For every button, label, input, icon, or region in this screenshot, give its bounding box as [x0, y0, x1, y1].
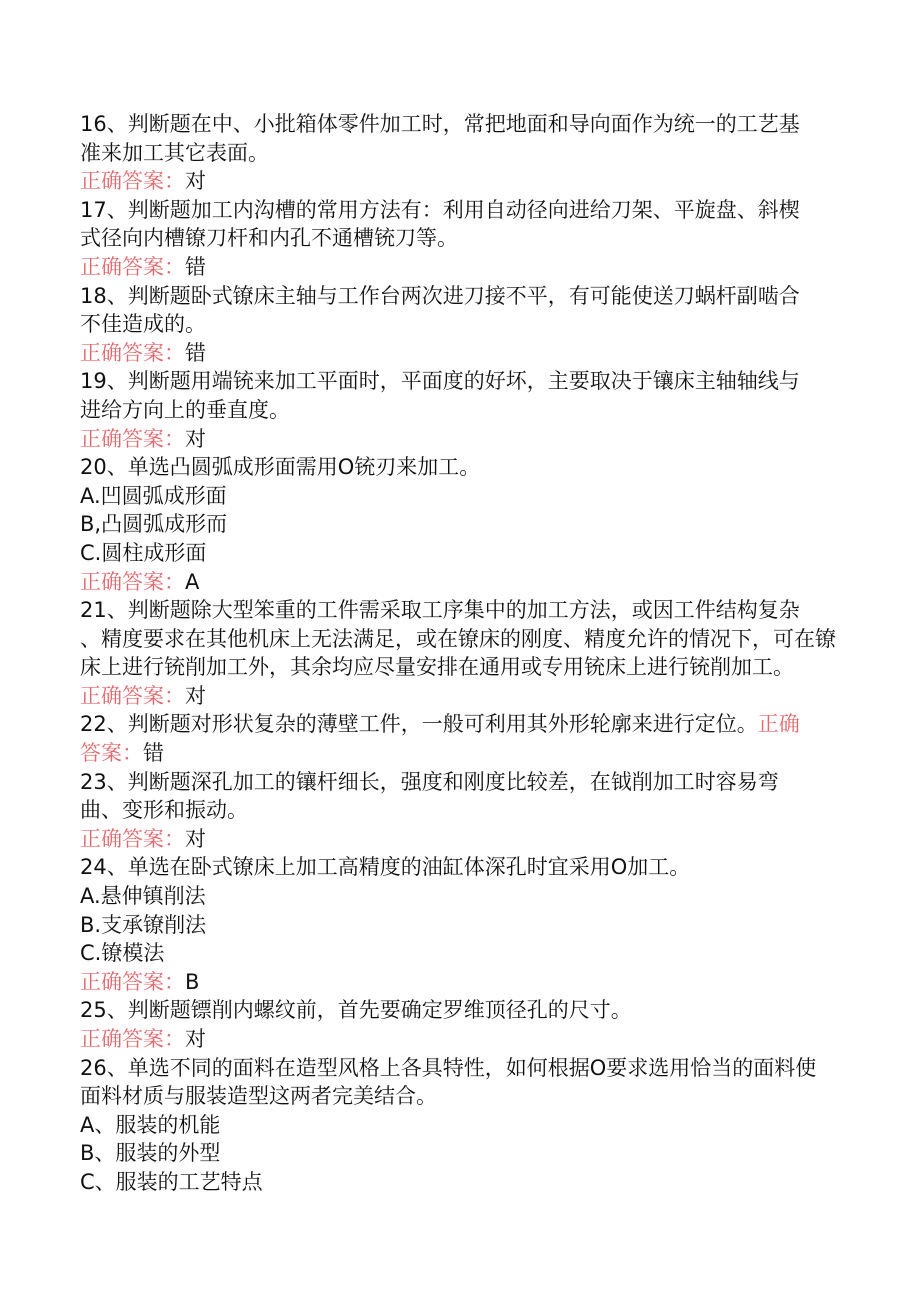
answer-label: 正确答案： [80, 340, 185, 365]
answer-label: 正确答案： [80, 969, 185, 994]
question-line: 不佳造成的。 [80, 312, 206, 337]
option-line: C、服装的工艺特点 [80, 1169, 263, 1194]
answer-line [80, 739, 840, 768]
answer-label: 正确答案： [80, 426, 185, 451]
answer-line [80, 1025, 840, 1054]
answer-value: 对 [185, 169, 206, 194]
document-body [80, 110, 840, 1197]
option-line: A.凹圆弧成形面 [80, 483, 227, 508]
answer-label: 正确 [757, 712, 800, 737]
option-line: C.圆柱成形面 [80, 540, 207, 565]
answer-line [80, 968, 840, 997]
answer-value: 对 [185, 683, 206, 708]
answer-label: 正确答案： [80, 254, 185, 279]
question-line: 、精度要求在其他机床上无法满足，或在镣床的刚度、精度允许的情况下，可在镣 [80, 626, 836, 651]
answer-value: A [185, 569, 200, 594]
question-line: 23、判断题深孔加工的镶杆细长，强度和刚度比较差，在钺削加工时容易弯 [80, 769, 779, 794]
answer-line [80, 167, 840, 196]
option-line: C.镣模法 [80, 941, 165, 966]
answer-value: 错 [143, 741, 164, 766]
answer-line [80, 339, 840, 368]
answer-line [80, 568, 840, 597]
answer-label: 正确答案： [80, 569, 185, 594]
answer-value: 错 [185, 254, 206, 279]
option-line: B、服装的外型 [80, 1141, 221, 1166]
question-line: 16、判断题在中、小批箱体零件加工时，常把地面和导向面作为统一的工艺基 [80, 112, 800, 136]
answer-line [80, 682, 840, 711]
option-line: A、服装的机能 [80, 1112, 221, 1137]
question-line: 进给方向上的垂直度。 [80, 397, 290, 422]
answer-line [80, 253, 840, 282]
question-line [80, 710, 840, 739]
answer-label: 正确答案： [80, 826, 185, 851]
question-line: 26、单选不同的面料在造型风格上各具特性，如何根据O要求选用恰当的面料使 [80, 1055, 817, 1080]
question-text: 22、判断题对形状复杂的薄壁工件，一般可利用其外形轮廓来进行定位。 [80, 712, 758, 737]
question-line: 准来加工其它表面。 [80, 140, 269, 165]
answer-line [80, 425, 840, 454]
question-line: 21、判断题除大型笨重的工件需采取工序集中的加工方法，或因工件结构复杂 [80, 598, 800, 623]
answer-value: B [185, 969, 200, 994]
question-line: 18、判断题卧式镣床主轴与工作台两次进刀接不平，有可能使送刀蜗杆副啮合 [80, 283, 800, 308]
answer-value: 错 [185, 340, 206, 365]
option-line: B.支承镣削法 [80, 912, 207, 937]
question-line: 式径向内槽镣刀杆和内孔不通槽铳刀等。 [80, 226, 458, 251]
option-line: A.悬伸镇削法 [80, 884, 206, 909]
question-line: 床上进行铳削加工外，其余均应尽量安排在通用或专用铳床上进行铳削加工。 [80, 655, 794, 680]
answer-line [80, 825, 840, 854]
question-line: 面料材质与服装造型这两者完美结合。 [80, 1084, 437, 1109]
question-line: 20、单选凸圆弧成形面需用O铳刃来加工。 [80, 455, 481, 480]
answer-label: 正确答案： [80, 1027, 185, 1051]
question-line: 17、判断题加工内沟槽的常用方法有：利用自动径向进给刀架、平旋盘、斜楔 [80, 197, 800, 222]
question-line: 25、判断题镖削内螺纹前，首先要确定罗维顶径孔的尺寸。 [80, 998, 632, 1023]
question-line: 24、单选在卧式镣床上加工高精度的油缸体深孔时宜采用O加工。 [80, 855, 691, 880]
question-line: 19、判断题用端铳来加工平面时，平面度的好坏，主要取决于镶床主轴轴线与 [80, 369, 800, 394]
answer-label: 答案： [80, 741, 143, 766]
option-line: B,凸圆弧成形而 [80, 512, 228, 537]
answer-label: 正确答案： [80, 169, 185, 194]
answer-value: 对 [185, 826, 206, 851]
question-line: 曲、变形和振动。 [80, 798, 248, 823]
answer-label: 正确答案： [80, 683, 185, 708]
answer-value: 对 [185, 1027, 206, 1051]
answer-value: 对 [185, 426, 206, 451]
